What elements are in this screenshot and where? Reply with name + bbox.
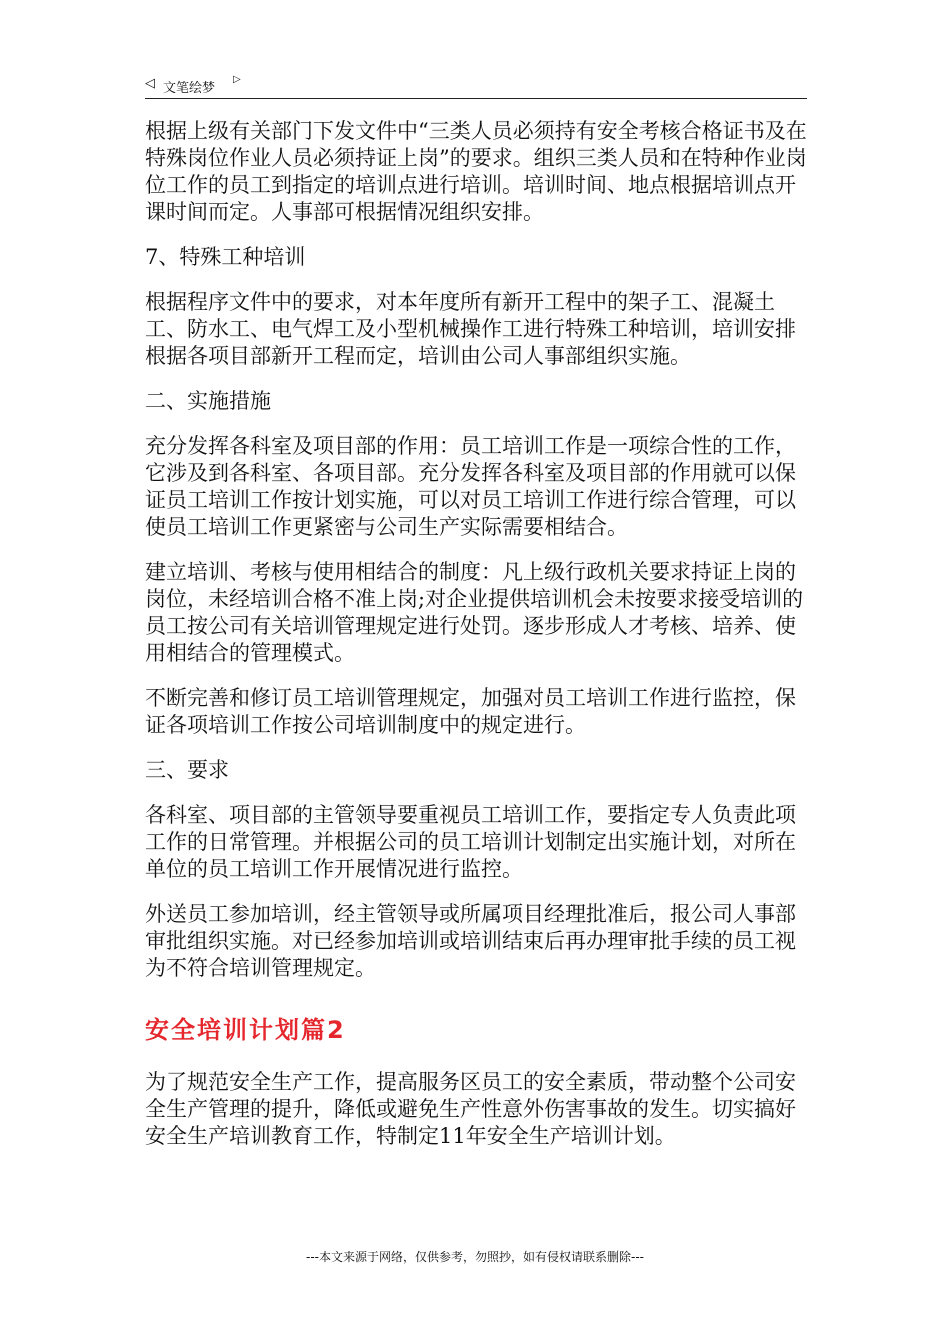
section-heading: 三、要求 bbox=[145, 758, 229, 782]
paragraph: 根据程序文件中的要求，对本年度所有新开工程中的架子工、混凝土工、防水工、电气焊工及小型机械操作工进行特殊工种培训，培训安排根据各项目部新开工程而定，培训由公司人事部组织实施。 bbox=[145, 290, 796, 368]
section-heading: 7、特殊工种培训 bbox=[145, 245, 306, 269]
header-title: 文笔绘梦 bbox=[163, 81, 216, 96]
paragraph: 充分发挥各科室及项目部的作用：员工培训工作是一项综合性的工作，它涉及到各科室、各项目部。充分发挥各科室及项目部的作用就可以保证员工培训工作按计划实施，可以对员工培训工作进行综合管理，可以使员工培训工作更紧密与公司生产实际需要相结合。 bbox=[145, 434, 796, 539]
page-header bbox=[145, 70, 807, 99]
page-footer: ---本文来源于网络，仅供参考，勿照抄，如有侵权请联系删除--- bbox=[306, 1250, 644, 1264]
paragraph: 外送员工参加培训，经主管领导或所属项目经理批准后，报公司人事部审批组织实施。对已经参加培训或培训结束后再办理审批手续的员工视为不符合培训管理规定。 bbox=[145, 902, 796, 980]
paragraph: 建立培训、考核与使用相结合的制度：凡上级行政机关要求持证上岗的岗位，未经培训合格不准上岗;对企业提供培训机会未按要求接受培训的员工按公司有关培训管理规定进行处罚。逐步形成人才考核、培养、使用相结合的管理模式。 bbox=[145, 560, 804, 665]
paragraph: 不断完善和修订员工培训管理规定，加强对员工培训工作进行监控，保证各项培训工作按公司培训制度中的规定进行。 bbox=[145, 686, 796, 737]
section2-title: 安全培训计划篇2 bbox=[145, 1016, 346, 1044]
section-heading: 二、实施措施 bbox=[145, 389, 271, 413]
document-body bbox=[145, 118, 810, 1168]
paragraph: 各科室、项目部的主管领导要重视员工培训工作，要指定专人负责此项工作的日常管理。并根据公司的员工培训计划制定出实施计划，对所在单位的员工培训工作开展情况进行监控。 bbox=[145, 803, 796, 881]
paragraph: 根据上级有关部门下发文件中“三类人员必须持有安全考核合格证书及在特殊岗位作业人员必须持证上岗”的要求。组织三类人员和在特种作业岗位工作的员工到指定的培训点进行培训。培训时间、地点根据培训点开课时间而定。人事部可根据情况组织安排。 bbox=[145, 119, 807, 224]
section2-paragraph: 为了规范安全生产工作，提高服务区员工的安全素质，带动整个公司安全生产管理的提升，降低或避免生产性意外伤害事故的发生。切实搞好安全生产培训教育工作，特制定11年安全生产培训计划。 bbox=[145, 1070, 796, 1148]
left-triangle-icon: ◁ bbox=[145, 76, 155, 91]
right-triangle-icon: ▷ bbox=[233, 74, 241, 85]
